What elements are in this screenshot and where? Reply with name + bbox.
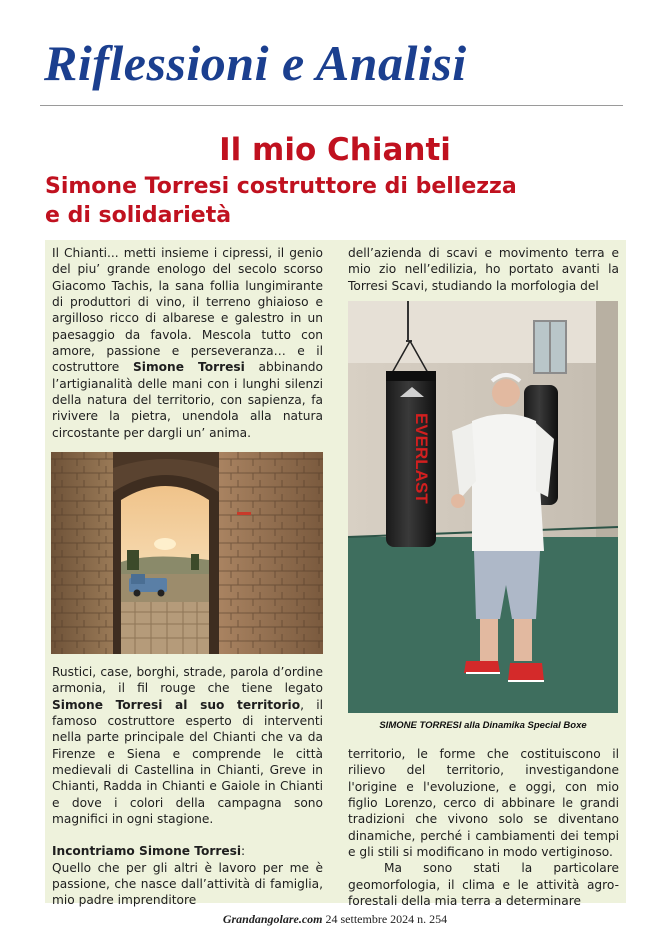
footer-issue: 24 settembre 2024 n. 254 (322, 912, 448, 926)
right-top-paragraph: dell’azienda di scavi e movimento terra e mio zio nell’edilizia, ho portato avanti la Torresi Scavi, studiando la morfologia del (348, 246, 619, 293)
right-bottom-paragraph-1: territorio, le forme che costituiscono il rilievo del territorio, investigandone l'origine e l'evoluzione, e oggi, con mio figlio Lorenzo, cerco di abbinare le grandi tradizioni che vivono solo se diventano dinamiche, perché i cambiamenti dei tempi e gli stili si modificano in modo vertiginoso. (348, 747, 619, 860)
intro-paragraph-block (52, 245, 323, 441)
boxing-photo (348, 301, 618, 713)
body-paragraph-block (52, 664, 323, 909)
intro-name: Simone Torresi (133, 360, 245, 375)
intro-paragraph: Il Chianti... metti insieme i cipressi, il genio del piu’ grande enologo del secolo scorso Giacomo Tachis, la sana follia lungimirante di produttori di vino, il terreno ghiaioso e argilloso ricco di albarese e galestro in un paesaggio da favola. Mescola tutto con amore, passione e perseveranza… e il costruttore Simone Torresi abbinando l’artigianalità delle mani con i lunghi silenzi della natura del territorio, con sapienza, fa rivivere la pietra, unendola alla natura circostante per dargli un’ anima. (52, 246, 323, 440)
article-subtitle (45, 172, 635, 230)
archway-illustration (51, 452, 323, 654)
header-divider (40, 105, 623, 106)
interview-heading: Incontriamo Simone Torresi: (52, 844, 246, 859)
photo-caption: SIMONE TORRESI alla Dinamika Special Boxe (379, 720, 587, 731)
body-highlight: Simone Torresi al suo territorio (52, 697, 301, 712)
right-bottom-paragraph-2: Ma sono stati la particolare geomorfologia, il clima e le attività agro-forestali della mia terra a determinare (348, 861, 619, 909)
archway-photo (51, 452, 323, 654)
subtitle-line-1: Simone Torresi costruttore di bellezza (45, 174, 517, 199)
footer-site: Grandangolare.com (222, 912, 323, 926)
masthead-title: Riflessioni e Analisi (44, 35, 467, 91)
bag-brand-text: EVERLAST (412, 413, 431, 504)
right-bottom-block (348, 746, 619, 909)
page-footer (0, 912, 670, 927)
interview-paragraph: Quello che per gli altri è lavoro per me è passione, che nasce dall’attività di famiglia, mio padre imprenditore (52, 860, 323, 908)
right-top-block (348, 245, 619, 294)
body-paragraph: Rustici, case, borghi, strade, parola d’ordine armonia, il fil rouge che tiene legato Simone Torresi al suo territorio, il famoso costruttore esperto di interventi nella parte principale del Chianti che va da Firenze e Siena e comprende le città medievali di Castellina in Chianti, Greve in Chianti, Radda in Chianti e Gaiole in Chianti e dove i colori della campagna sono magnifici in ogni stagione. (52, 665, 323, 827)
boxing-illustration (348, 301, 618, 713)
subtitle-line-2: e di solidarietà (45, 203, 232, 228)
article-title: Il mio Chianti (219, 132, 451, 168)
